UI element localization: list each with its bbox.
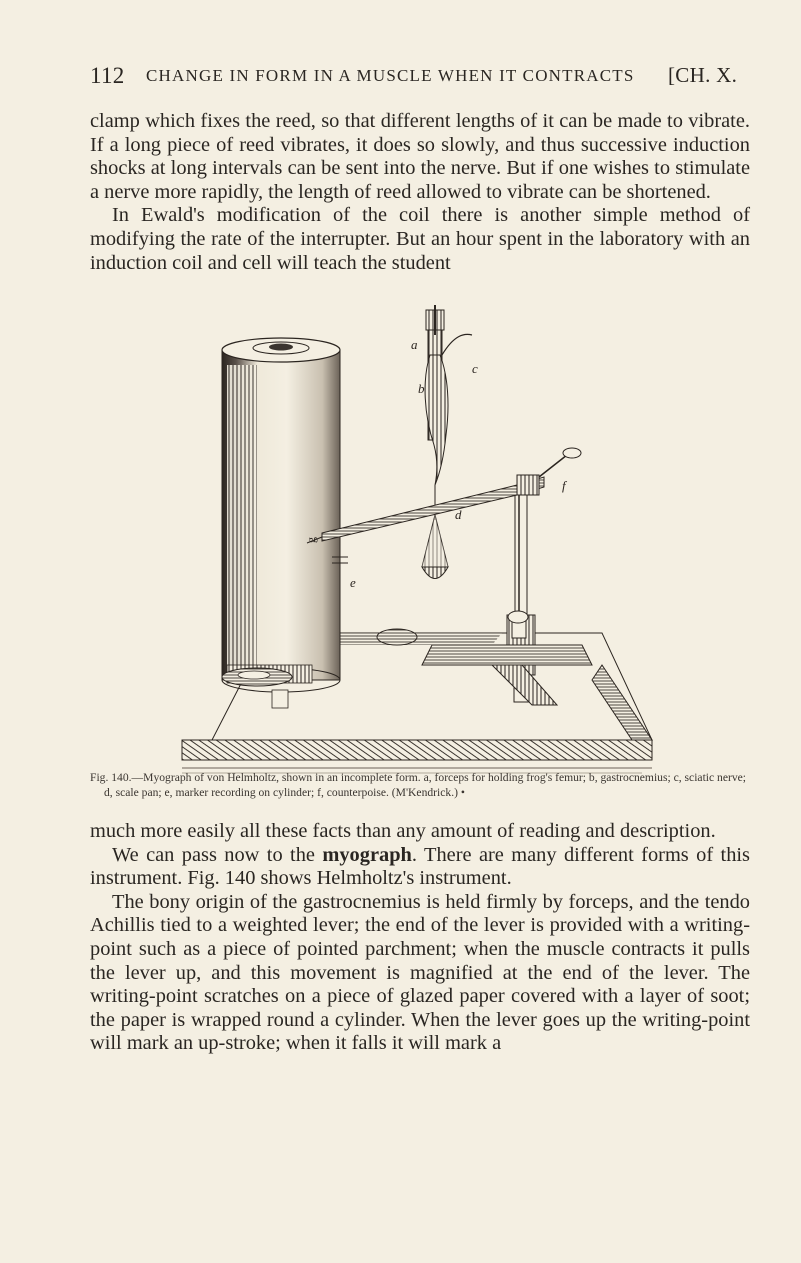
label-b: b (418, 381, 425, 396)
label-d: d (455, 507, 462, 522)
figure-caption (90, 770, 750, 800)
running-title: CHANGE IN FORM IN A MUSCLE WHEN IT CONTRACTS (146, 66, 635, 85)
label-e: e (350, 575, 356, 590)
term-myograph: myograph (322, 843, 412, 866)
text-run: . There are many different forms of this instrument. Fig. 140 shows Helmholtz's instrument. (90, 843, 750, 890)
page-header (90, 63, 750, 89)
page-number: 112 (90, 63, 125, 88)
text-run: We can pass now to the (112, 843, 323, 866)
label-a: a (411, 337, 418, 352)
paragraph: clamp which fixes the reed, so that different lengths of it can be made to vibrate. If a long piece of reed vibrates, it does so slowly, and thus successive induction shocks at long intervals can be sent into the nerve. But if one wishes to stimulate a nerve more rapidly, the length of reed allowed to vibrate can be shortened. (90, 110, 750, 203)
myograph-illustration (172, 305, 662, 775)
body-text-top (90, 110, 750, 275)
paragraph: much more easily all these facts than any amount of reading and description. (90, 820, 716, 842)
caption-text: Fig. 140.—Myograph of von Helmholtz, shown in an incomplete form. a, forceps for holding frog's femur; b, gastrocnemius; c, sciatic nerve; d, scale pan; e, marker recording on cylinder; f, counterpoise. (M'Kendrick.) • (90, 771, 747, 799)
paragraph: In Ewald's modification of the coil there is another simple method of modifying the rate of the interrupter. But an hour spent in the laboratory with an induction coil and cell will teach the student (90, 204, 750, 274)
label-c: c (472, 361, 478, 376)
gastrocnemius-muscle (425, 334, 472, 520)
paragraph (90, 844, 750, 891)
recording-cylinder (222, 338, 340, 708)
label-f: f (562, 478, 566, 493)
paragraph: The bony origin of the gastrocnemius is held firmly by forceps, and the tendo Achillis tied to a weighted lever; the end of the lever is provided with a writing-point such as a piece of pointed parchment; when the muscle contracts it pulls the lever up, and this movement is magnified at the end of the lever. The writing-point scratches on a piece of glazed paper covered with a layer of soot; the paper is wrapped round a cylinder. When the lever goes up the writing-point will mark an up-stroke; when it falls it will mark a (90, 890, 750, 1055)
lever (307, 448, 581, 543)
chapter-marker: [CH. X. (668, 63, 738, 87)
svg-text:g: g (304, 537, 318, 543)
scale-pan (422, 515, 448, 579)
forceps (426, 305, 444, 335)
body-text-bottom (90, 820, 750, 1056)
